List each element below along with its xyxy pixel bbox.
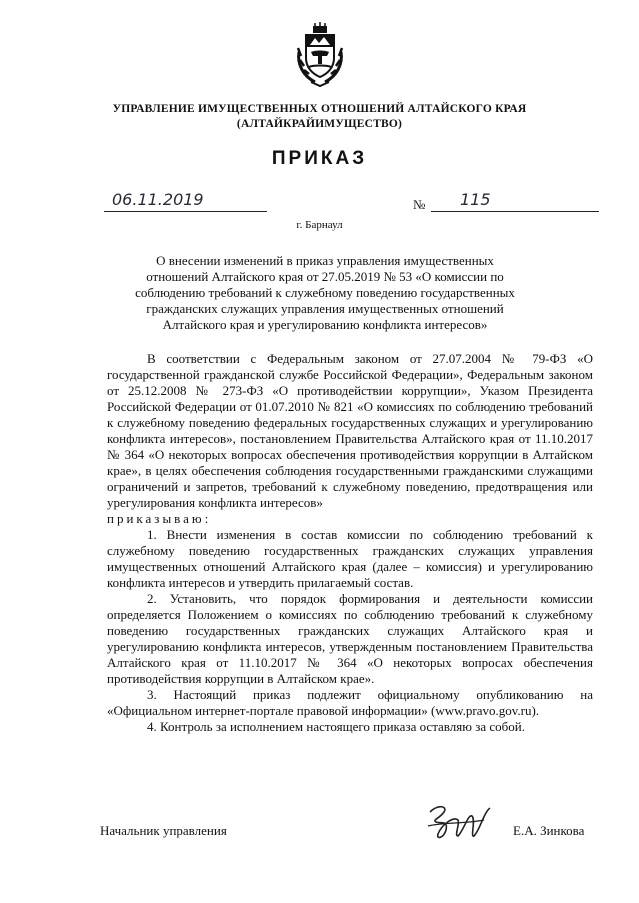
order-item-3: 3. Настоящий приказ подлежит официальному опубликованию на «Официальном интернет-портале правовой информации» (www.pravo.gov.ru). [107, 687, 593, 718]
document-body [107, 351, 593, 735]
city: г. Барнаул [296, 219, 343, 231]
document-title: ПРИКАЗ [271, 148, 368, 169]
handwritten-signature [424, 800, 494, 846]
document-subject: О внесении изменений в приказ управления имущественных отношений Алтайского края от 27.05.2019 № 53 «О комиссии по соблюдению требований к служебному поведению государственных гражданских служащих управления имущественных отношений Алтайского края и урегулированию конфликта интересов» [135, 253, 515, 332]
order-item-2: 2. Установить, что порядок формирования и деятельности комиссии определяется Положением о комиссиях по соблюдению требований к служебному поведению государственных гражданских служащих Алтайского края и урегулированию конфликта интересов, утвержденным постановлением Правительства Алтайского края от 11.10.2017 № 364 «О некоторых вопросах обеспечения противодействия коррупции в Алтайском крае». [107, 591, 593, 686]
number-underline [431, 211, 599, 212]
organization-short-name: (АЛТАЙКРАЙИМУЩЕСТВО) [236, 118, 403, 130]
order-item-1: 1. Внести изменения в состав комиссии по соблюдению требований к служебному поведению государственных гражданских служащих управления имущественных отношений Алтайского края (далее – комиссия) и урегулированию конфликта интересов и утвердить прилагаемый состав. [107, 527, 593, 590]
coat-of-arms-emblem [291, 22, 349, 88]
document-date: 06.11.2019 [112, 190, 204, 209]
order-word: приказываю: [107, 511, 212, 526]
signer-position: Начальник управления [100, 823, 227, 838]
preamble-paragraph: В соответствии с Федеральным законом от 27.07.2004 № 79-ФЗ «О государственной гражданской службе Российской Федерации», Федеральным законом от 25.12.2008 № 273-ФЗ «О противодействии коррупции», Указом Президента Российской Федерации от 01.07.2010 № 821 «О комиссиях по соблюдению требований к служебному поведению федеральных государственных служащих и урегулированию конфликта интересов», постановлением Правительства Алтайского края от 11.10.2017 № 364 «О некоторых вопросах обеспечения противодействия коррупции в Алтайском крае», в целях обеспечения соблюдения государственными гражданскими служащими ограничений и запретов, требований к служебному поведению, предотвращения или урегулирования конфликта интересов» [107, 351, 593, 510]
number-sign: № [413, 197, 426, 212]
signer-name: Е.А. Зинкова [513, 823, 585, 838]
order-item-4: 4. Контроль за исполнением настоящего приказа оставляю за собой. [147, 719, 525, 734]
organization-name: УПРАВЛЕНИЕ ИМУЩЕСТВЕННЫХ ОТНОШЕНИЙ АЛТАЙСКОГО КРАЯ [112, 103, 527, 115]
date-underline [104, 211, 267, 212]
document-number: 115 [460, 190, 491, 209]
